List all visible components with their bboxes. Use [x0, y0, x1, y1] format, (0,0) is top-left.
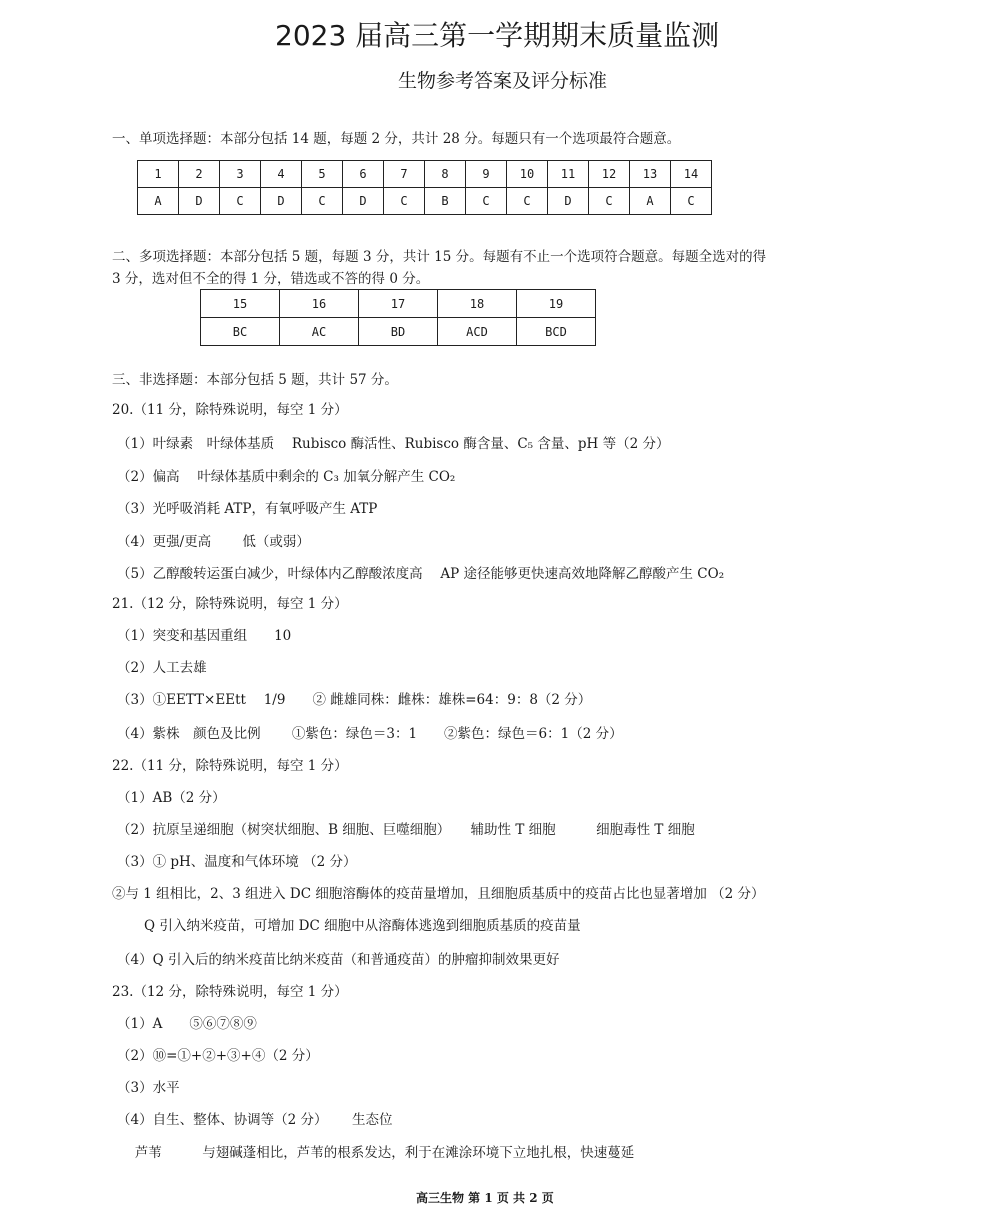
single-choice-question-number: 3 — [220, 161, 261, 188]
single-choice-answer-cell: D — [548, 188, 589, 215]
multi-choice-answer-cell: AC — [280, 318, 359, 346]
section3-heading: 三、非选择题：本部分包括 5 题，共计 57 分。 — [112, 372, 398, 388]
answer-line: （4）紫株 颜色及比例 ①紫色：绿色＝3：1 ②紫色：绿色＝6：1（2 分） — [117, 726, 623, 742]
single-choice-answer-cell: C — [589, 188, 630, 215]
question-heading: 22.（11 分，除特殊说明，每空 1 分） — [112, 758, 348, 774]
answer-line: （1）AB（2 分） — [117, 790, 226, 806]
single-choice-answer-cell: B — [425, 188, 466, 215]
answer-line: （2）⑩=①+②+③+④（2 分） — [117, 1048, 319, 1064]
section1-heading: 一、单项选择题：本部分包括 14 题，每题 2 分，共计 28 分。每题只有一个选项最符合题意。 — [112, 131, 681, 147]
single-choice-answer-cell: C — [220, 188, 261, 215]
single-choice-answer-cell: A — [630, 188, 671, 215]
single-choice-question-number: 8 — [425, 161, 466, 188]
single-choice-question-number: 12 — [589, 161, 630, 188]
answer-line: （5）乙醇酸转运蛋白减少，叶绿体内乙醇酸浓度高 AP 途径能够更快速高效地降解乙醇酸产生 CO₂ — [117, 566, 725, 582]
single-choice-answer-cell: C — [466, 188, 507, 215]
question-heading: 21.（12 分，除特殊说明，每空 1 分） — [112, 596, 348, 612]
answer-line: （4）更强/更高 低（或弱） — [117, 534, 310, 550]
question-heading: 23.（12 分，除特殊说明，每空 1 分） — [112, 984, 348, 1000]
answer-line: （2）人工去雄 — [117, 660, 207, 676]
multi-choice-answer-cell: BCD — [517, 318, 596, 346]
single-choice-question-number: 5 — [302, 161, 343, 188]
multi-choice-question-number: 18 — [438, 290, 517, 318]
single-choice-question-number: 9 — [466, 161, 507, 188]
single-choice-question-number: 2 — [179, 161, 220, 188]
answer-line: 芦苇 与翅碱蓬相比，芦苇的根系发达，利于在滩涂环境下立地扎根，快速蔓延 — [117, 1145, 635, 1161]
section2-heading-line2: 3 分，选对但不全的得 1 分，错选或不答的得 0 分。 — [112, 271, 430, 287]
answer-line: ②与 1 组相比，2、3 组进入 DC 细胞溶酶体的疫苗量增加，且细胞质基质中的疫苗占比也显著增加 （2 分） — [112, 886, 765, 902]
single-choice-question-number: 6 — [343, 161, 384, 188]
answer-line: （4）Q 引入后的纳米疫苗比纳米疫苗（和普通疫苗）的肿瘤抑制效果更好 — [117, 952, 560, 968]
answer-line: （3）① pH、温度和气体环境 （2 分） — [117, 854, 357, 870]
answer-line: （1）A ⑤⑥⑦⑧⑨ — [117, 1016, 257, 1032]
multi-choice-question-number: 17 — [359, 290, 438, 318]
answer-line: （3）光呼吸消耗 ATP，有氧呼吸产生 ATP — [117, 501, 378, 517]
single-choice-number-row — [138, 161, 712, 188]
single-choice-question-number: 7 — [384, 161, 425, 188]
answer-line: （2）偏高 叶绿体基质中剩余的 C₃ 加氧分解产生 CO₂ — [117, 469, 456, 485]
single-choice-question-number: 11 — [548, 161, 589, 188]
multi-choice-answer-cell: BD — [359, 318, 438, 346]
answer-line: （3）水平 — [117, 1080, 180, 1096]
single-choice-question-number: 14 — [671, 161, 712, 188]
multi-choice-question-number: 19 — [517, 290, 596, 318]
single-choice-answer-cell: D — [261, 188, 302, 215]
section2-heading-line1: 二、多项选择题：本部分包括 5 题，每题 3 分，共计 15 分。每题有不止一个选项符合题意。每题全选对的得 — [112, 249, 767, 265]
answer-line: （1）突变和基因重组 10 — [117, 628, 292, 644]
single-choice-question-number: 10 — [507, 161, 548, 188]
multi-choice-answer-row — [201, 318, 596, 346]
single-choice-question-number: 1 — [138, 161, 179, 188]
single-choice-question-number: 4 — [261, 161, 302, 188]
page-footer: 高三生物 第 1 页 共 2 页 — [416, 1191, 554, 1205]
single-choice-answer-cell: D — [343, 188, 384, 215]
question-heading: 20.（11 分，除特殊说明，每空 1 分） — [112, 402, 348, 418]
multi-choice-question-number: 15 — [201, 290, 280, 318]
single-choice-question-number: 13 — [630, 161, 671, 188]
page-subtitle: 生物参考答案及评分标准 — [398, 70, 608, 92]
multi-choice-answer-cell: BC — [201, 318, 280, 346]
multiple-choice-answer-table — [200, 289, 596, 346]
single-choice-answer-cell: C — [384, 188, 425, 215]
single-choice-answer-cell: D — [179, 188, 220, 215]
multi-choice-question-number: 16 — [280, 290, 359, 318]
multi-choice-number-row — [201, 290, 596, 318]
single-choice-answer-cell: C — [507, 188, 548, 215]
page-title: 2023 届高三第一学期期末质量监测 — [275, 19, 720, 52]
answer-line: （1）叶绿素 叶绿体基质 Rubisco 酶活性、Rubisco 酶含量、C₅ 含量、pH 等（2 分） — [117, 436, 670, 452]
single-choice-answer-cell: A — [138, 188, 179, 215]
answer-line: （2）抗原呈递细胞（树突状细胞、B 细胞、巨噬细胞） 辅助性 T 细胞 细胞毒性 T 细胞 — [117, 822, 695, 838]
answer-line: （4）自生、整体、协调等（2 分） 生态位 — [117, 1112, 393, 1128]
single-choice-answer-cell: C — [671, 188, 712, 215]
single-choice-answer-table — [137, 160, 712, 215]
single-choice-answer-row — [138, 188, 712, 215]
answer-line: （3）①EETT×EEtt 1/9 ② 雌雄同株：雌株：雄株=64：9：8（2 分） — [117, 692, 592, 708]
answer-line: Q 引入纳米疫苗，可增加 DC 细胞中从溶酶体逃逸到细胞质基质的疫苗量 — [117, 918, 581, 934]
multi-choice-answer-cell: ACD — [438, 318, 517, 346]
single-choice-answer-cell: C — [302, 188, 343, 215]
